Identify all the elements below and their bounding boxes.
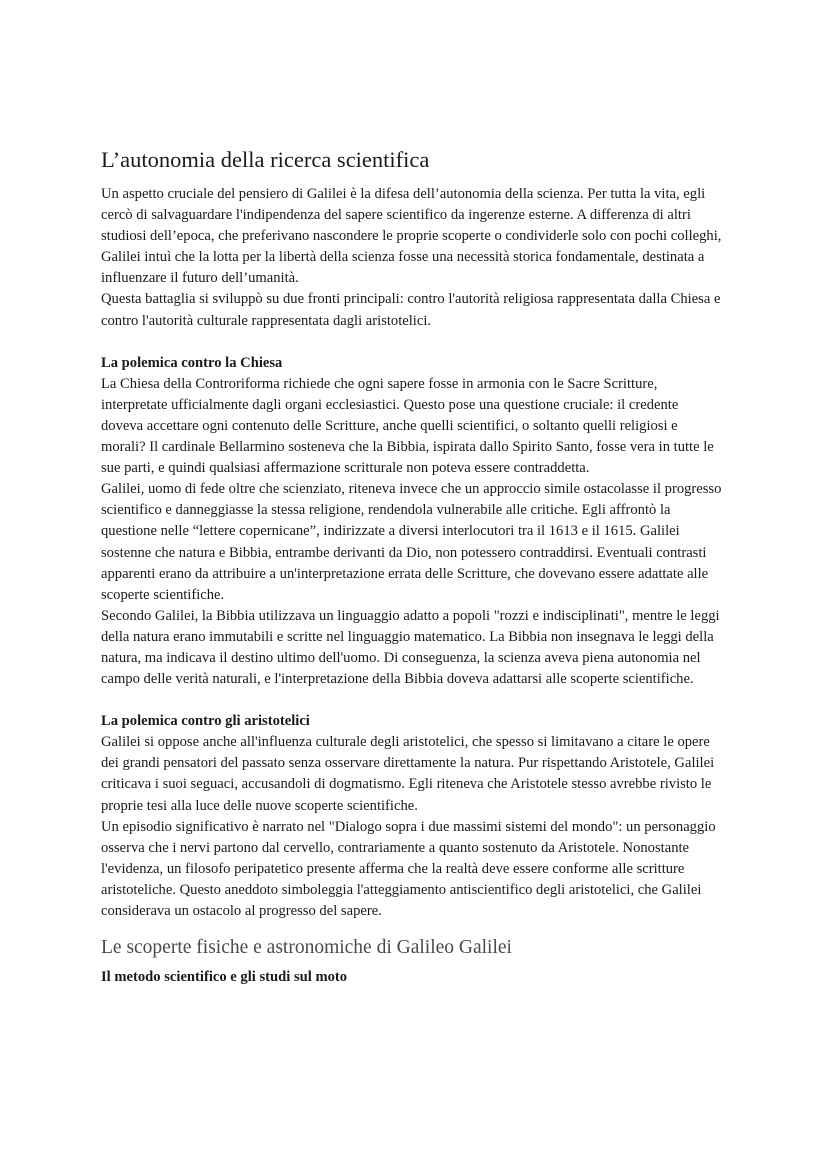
paragraph: Galilei si oppose anche all'influenza culturale degli aristotelici, che spesso si limitavano a citare le opere dei grandi pensatori del passato senza osservare direttamente la natura. Pur rispettando Aristotele, Galilei criticava i suoi seguaci, accusandoli di dogmatismo. Egli riteneva che Aristotele stesso avrebbe rivisto le proprie tesi alla luce delle nuove scoperte scientifiche. <box>101 734 715 814</box>
paragraph: Questa battaglia si sviluppò su due fronti principali: contro l'autorità religiosa rappresentata dalla Chiesa e contro l'autorità culturale rappresentata dagli aristotelici. <box>101 291 721 329</box>
section-title: Le scoperte fisiche e astronomiche di Galileo Galilei <box>101 937 512 959</box>
section-body <box>101 184 723 332</box>
subsection-body <box>101 732 723 922</box>
subsection-heading: La polemica contro gli aristotelici <box>101 713 310 730</box>
subsection-body <box>101 374 723 690</box>
subsection-heading: Il metodo scientifico e gli studi sul moto <box>101 969 348 986</box>
paragraph: La Chiesa della Controriforma richiede che ogni sapere fosse in armonia con le Sacre Scritture, interpretate ufficialmente dagli organi ecclesiastici. Questo pose una questione cruciale: il credente doveva accettare ogni contenuto delle Scritture, anche quelli scientifici, o soltanto quelli religiosi e morali? Il cardinale Bellarmino sosteneva che la Bibbia, ispirata dallo Spirito Santo, fosse vera in tutte le sue parti, e quindi qualsiasi affermazione scritturale non poteva essere contraddetta. <box>101 375 714 477</box>
paragraph: Un episodio significativo è narrato nel "Dialogo sopra i due massimi sistemi del mondo": un personaggio osserva che i nervi partono dal cervello, contrariamente a quanto sostenuto da Aristotele. Nonostante l'evidenza, un filosofo peripatetico presente afferma che la realtà deve essere conforme alle scritture aristoteliche. Questo aneddoto simboleggia l'atteggiamento antiscientifico degli aristotelici, che Galilei considerava un ostacolo al progresso del sapere. <box>101 818 716 919</box>
document-page <box>101 146 723 988</box>
subsection-heading: La polemica contro la Chiesa <box>101 354 283 371</box>
spacer <box>101 332 723 353</box>
section-title: L’autonomia della ricerca scientifica <box>101 147 430 172</box>
paragraph: Secondo Galilei, la Bibbia utilizzava un linguaggio adatto a popoli "rozzi e indisciplinati", mentre le leggi della natura erano immutabili e scritte nel linguaggio matematico. La Bibbia non insegnava le leggi della natura, ma indicava il destino ultimo dell'uomo. Di conseguenza, la scienza aveva piena autonomia nel campo delle verità naturali, e l'interpretazione della Bibbia doveva adattarsi alle scoperte scientifiche. <box>101 607 720 688</box>
spacer <box>101 690 723 711</box>
paragraph: Galilei, uomo di fede oltre che scienziato, riteneva invece che un approccio simile ostacolasse il progresso scientifico e danneggiasse la stessa religione, rendendola vulnerabile alle critiche. Egli affrontò la questione nelle “lettere copernicane”, indirizzate a diversi interlocutori tra il 1613 e il 1615. Galilei sostenne che natura e Bibbia, entrambe derivanti da Dio, non potessero contraddirsi. Eventuali contrasti apparenti erano da attribuire a un'interpretazione errata delle Scritture, che dovevano essere adattate alle scoperte scientifiche. <box>101 481 722 603</box>
paragraph: Un aspetto cruciale del pensiero di Galilei è la difesa dell’autonomia della scienza. Per tutta la vita, egli cercò di salvaguardare l'indipendenza del sapere scientifico da ingerenze esterne. A differenza di altri studiosi dell’epoca, che preferivano nascondere le proprie scoperte o condividerle solo con pochi colleghi, Galilei intuì che la lotta per la libertà della scienza fosse una necessità storica fondamentale, destinata a influenzare il futuro dell’umanità. <box>101 186 722 287</box>
